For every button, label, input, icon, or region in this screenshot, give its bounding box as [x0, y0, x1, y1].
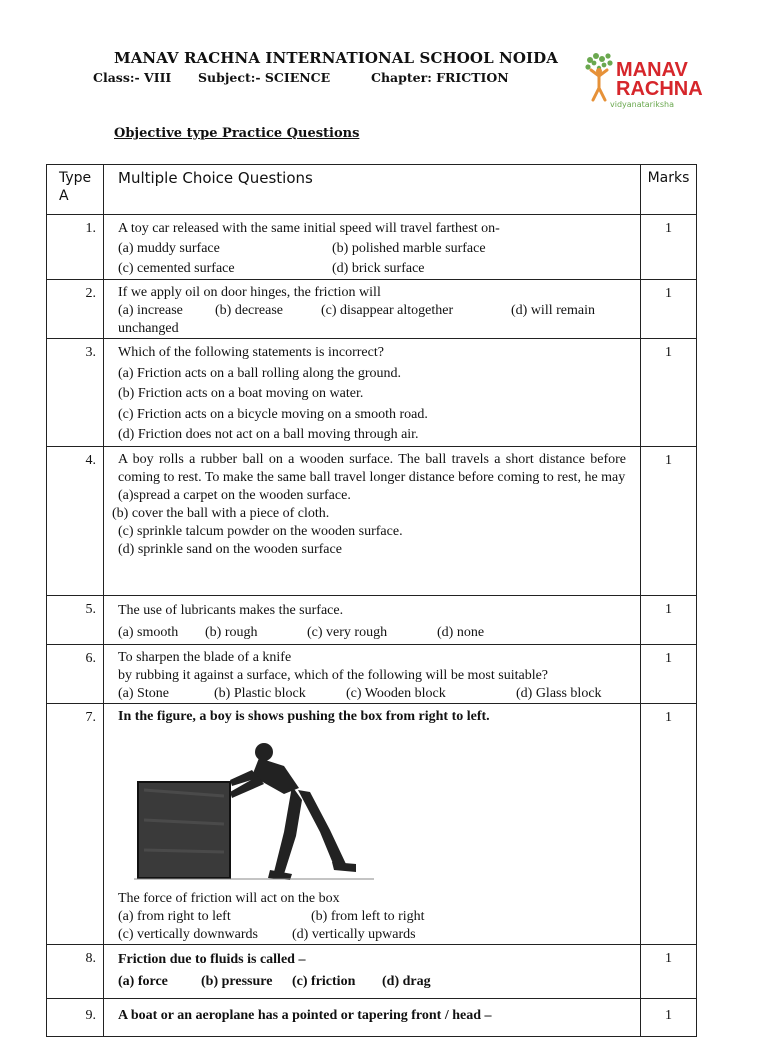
question-text-continued: The force of friction will act on the box: [118, 890, 340, 906]
marks-value: 1: [641, 280, 697, 339]
table-row: [47, 215, 697, 280]
question-cell: [104, 215, 641, 280]
question-cell: [104, 998, 641, 1036]
question-text: The use of lubricants makes the surface.: [118, 602, 344, 618]
logo-text-manav: MANAV: [616, 59, 688, 81]
school-name: MANAV RACHNA INTERNATIONAL SCHOOL NOIDA: [113, 49, 558, 67]
question-cell: [104, 339, 641, 447]
chapter-label: Chapter: FRICTION: [371, 70, 509, 85]
header-type: Type A: [47, 165, 104, 215]
option: (d) brick surface: [332, 261, 425, 276]
option: (b) rough: [205, 624, 258, 640]
option: (a) Friction acts on a ball rolling along the ground.: [118, 365, 402, 381]
option: (c) friction: [292, 973, 356, 989]
table-header-row: [47, 165, 697, 215]
option: (a) force: [118, 973, 168, 989]
table-row: [47, 280, 697, 339]
option: (a) Stone: [118, 685, 169, 701]
marks-value: 1: [641, 703, 697, 944]
option: (c) Wooden block: [346, 685, 446, 701]
section-title: Objective type Practice Questions: [114, 126, 360, 141]
option: (c) disappear altogether: [321, 303, 454, 318]
question-cell: [104, 944, 641, 998]
option: (d) vertically upwards: [292, 926, 416, 942]
question-text-continued: by rubbing it against a surface, which of the following will be most suitable?: [118, 667, 549, 683]
option: (c) Friction acts on a bicycle moving on a smooth road.: [118, 406, 428, 422]
question-number: 9.: [47, 998, 104, 1036]
tree-figure-icon: [580, 50, 717, 112]
option: (b) Friction acts on a boat moving on water.: [118, 386, 364, 401]
marks-value: 1: [641, 446, 697, 595]
option: (d) drag: [382, 973, 431, 989]
logo-tagline: vidyanatariksha: [610, 100, 674, 109]
table-row: [47, 339, 697, 447]
option: (a) from right to left: [118, 908, 231, 924]
question-number: 8.: [47, 944, 104, 998]
table-row: [47, 703, 697, 944]
option: (c) cemented surface: [118, 261, 235, 276]
question-text: A boy rolls a rubber ball on a wooden surface. The ball travels a short distance before coming to rest. To make the same ball travel longer distance before coming to rest, he may: [118, 451, 626, 485]
class-label: Class:- VIII: [93, 70, 172, 85]
option: (d) Friction does not act on a ball moving through air.: [118, 427, 419, 442]
option: (b) from left to right: [311, 908, 425, 924]
option: (a)spread a carpet on the wooden surface.: [118, 487, 351, 503]
question-number: 2.: [47, 280, 104, 339]
question-text: A toy car released with the same initial speed will travel farthest on-: [118, 221, 500, 236]
table-row: [47, 644, 697, 703]
marks-value: 1: [641, 595, 697, 644]
question-number: 5.: [47, 595, 104, 644]
question-text: A boat or an aeroplane has a pointed or tapering front / head –: [118, 1007, 492, 1023]
table-row: [47, 595, 697, 644]
header-question: Multiple Choice Questions: [104, 165, 641, 215]
question-text: To sharpen the blade of a knife: [118, 649, 292, 665]
option: (a) muddy surface: [118, 241, 220, 256]
option: (a) increase: [118, 303, 183, 318]
marks-value: 1: [641, 339, 697, 447]
option: (a) smooth: [118, 624, 179, 640]
question-cell: [104, 446, 641, 595]
question-cell: [104, 644, 641, 703]
option: (b) polished marble surface: [332, 241, 486, 256]
header-marks: Marks: [641, 165, 697, 215]
question-text: In the figure, a boy is shows pushing the box from right to left.: [118, 708, 490, 724]
option: (d) none: [437, 624, 485, 640]
question-number: 1.: [47, 215, 104, 280]
table-row: [47, 944, 697, 998]
question-cell: [104, 595, 641, 644]
question-number: 3.: [47, 339, 104, 447]
question-text: Friction due to fluids is called –: [118, 951, 306, 967]
option: (c) very rough: [307, 624, 388, 640]
option: (b) cover the ball with a piece of cloth.: [112, 505, 330, 521]
option: (b) decrease: [215, 303, 284, 318]
option: (c) sprinkle talcum powder on the wooden surface.: [118, 523, 403, 539]
marks-value: 1: [641, 998, 697, 1036]
question-number: 4.: [47, 446, 104, 595]
question-text: Which of the following statements is incorrect?: [118, 345, 384, 360]
school-logo: [580, 50, 717, 112]
subject-label: Subject:- SCIENCE: [198, 70, 331, 85]
questions-table: [46, 164, 697, 1037]
boy-pushing-box-figure: [134, 740, 374, 882]
question-cell: [104, 703, 641, 944]
option: (b) pressure: [201, 973, 273, 989]
option: (b) Plastic block: [214, 685, 306, 701]
table-row: [47, 998, 697, 1036]
question-text: If we apply oil on door hinges, the friction will: [118, 285, 381, 300]
marks-value: 1: [641, 944, 697, 998]
option: (d) Glass block: [516, 685, 602, 701]
marks-value: 1: [641, 215, 697, 280]
question-number: 7.: [47, 703, 104, 944]
table-row: [47, 446, 697, 595]
marks-value: 1: [641, 644, 697, 703]
option: (d) will remain unchanged: [118, 303, 595, 336]
logo-text-rachna: RACHNA: [616, 78, 703, 100]
question-number: 6.: [47, 644, 104, 703]
question-cell: [104, 280, 641, 339]
option: (c) vertically downwards: [118, 926, 258, 942]
option: (d) sprinkle sand on the wooden surface: [118, 541, 342, 557]
